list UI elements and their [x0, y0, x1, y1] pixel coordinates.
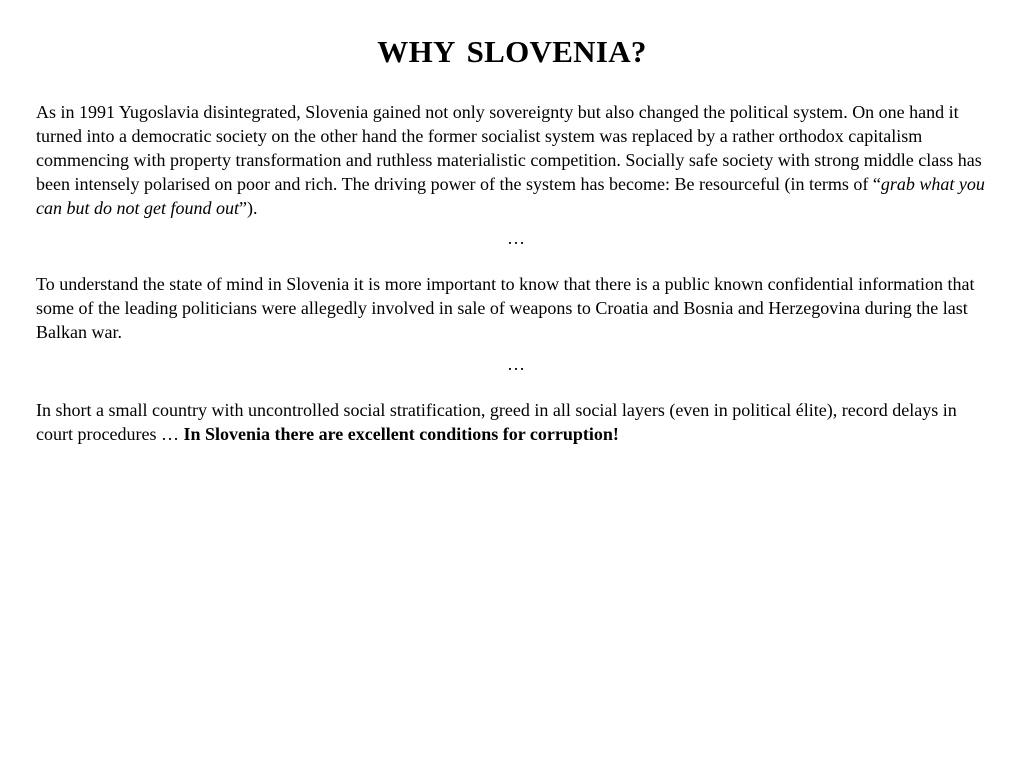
paragraph-dissolution-closing: ”).: [238, 198, 258, 218]
ellipsis-separator: …: [507, 228, 525, 248]
paragraph-dissolution-italic: grab what you can but do not get found out: [36, 174, 985, 218]
paragraph-conclusion-bold: In Slovenia there are excellent conditions for corruption!: [183, 424, 619, 444]
paragraph-conclusion-text: In short a small country with uncontrolled social stratification, greed in all social layers (even in political élite), record delays in court procedures …: [36, 400, 957, 444]
ellipsis-separator: …: [507, 354, 525, 374]
slide-title: WHY SLOVENIA?: [377, 34, 647, 69]
paragraph-dissolution-text: As in 1991 Yugoslavia disintegrated, Slovenia gained not only sovereignty but also changed the political system. On one hand it turned into a democratic society on the other hand the former socialist system was replaced by a rather orthodox capitalism commencing with property transformation and ruthless materialistic competition. Socially safe society with strong middle class has been intensely polarised on poor and rich. The driving power of the system has become: Be resourceful (in terms of “: [36, 102, 982, 194]
paragraph-dissolution: [36, 100, 996, 220]
paragraph-conclusion: [36, 398, 996, 446]
slide-body: [36, 100, 996, 446]
paragraph-state-of-mind: To understand the state of mind in Slovenia it is more important to know that there is a public known confidential information that some of the leading politicians were allegedly involved in sale of weapons to Croatia and Bosnia and Herzegovina during the last Balkan war.: [36, 274, 975, 342]
